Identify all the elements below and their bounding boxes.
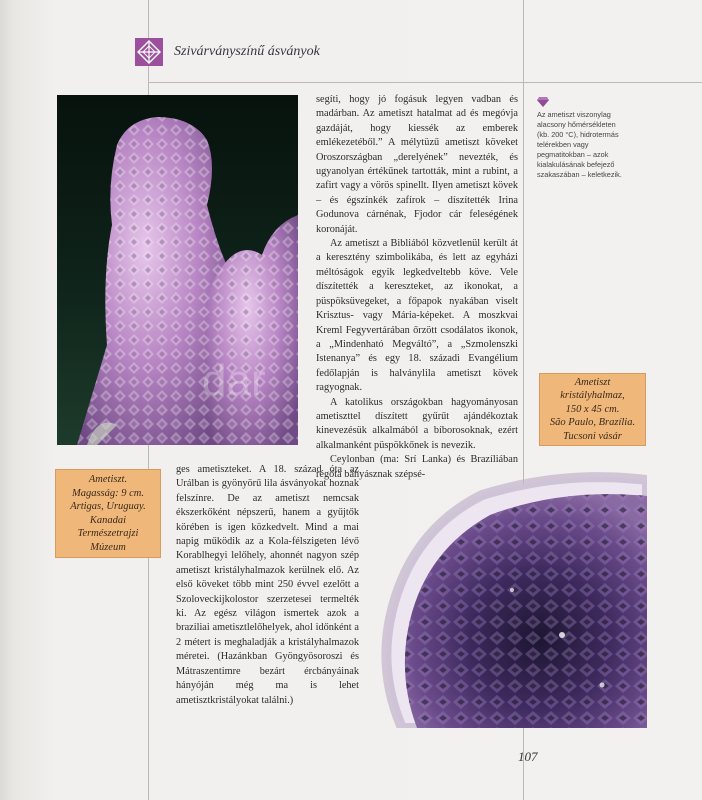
caption-line: Kanadai Természetrajzi xyxy=(77,514,139,539)
amethyst-geode-photo xyxy=(362,470,647,728)
paragraph: A katolikus országokban hagyományosan ametiszttel díszített gyűrűt ajándékoztak kinevezésük alkalmából a bíborosoknak, ezért alkalmanként püspökkőnek is nevezik. xyxy=(316,396,518,451)
amethyst-crystal-photo xyxy=(57,95,298,445)
text-column-left xyxy=(176,463,359,708)
paragraph: segíti, hogy jó fogásuk legyen vadban és madárban. Az ametiszt hatalmat ad és megóvja gazdáját, hogy kiessék az emberek emlékezetéből.” A mélytüzű ametiszt köveket Oroszországban „derelyének” nevezték, és ugyanolyan értékűnek tartották, mint a rubint, a zafirt vagy a vörös spinellt. Ilyen ametiszt kövek – és égszínkék zafírok – díszítették Irina Godunova cárnénak, Fjodor cár feleségének koronáját. xyxy=(316,94,518,235)
header-rule xyxy=(148,82,702,83)
chapter-logo-icon xyxy=(135,38,163,66)
caption-left xyxy=(55,469,161,558)
watermark: dar xyxy=(202,356,266,405)
caption-line: Ametiszt. xyxy=(88,474,128,485)
caption-line: Ametiszt kristályhalmaz, xyxy=(560,376,625,402)
paragraph: Ceylonban (ma: Srí Lanka) és Brazíliában régóta bányásznak szépsé- xyxy=(316,454,518,480)
caption-line: Magasság: 9 cm. xyxy=(71,487,145,499)
paragraph: Az ametiszt a Bibliából közvetlenül került át a keresztény szimbolikába, és lett az egyházi méltóságok egyik legkedveltebb köve. Vele díszítették a kereszteket, az ikonokat, a püspöksüvegeket, a főpapok nyakában viselt Krisztus- vagy Mária-képeket. A moszkvai Kreml Fegyvertárában őrzött csodálatos ikonok, a „Mindenható Megváltó”, a „Szmolenszki Istenanya” és egy 18. századi Evangélium fedőlapján is halványlila ametiszt kövek ragyognak. xyxy=(316,238,518,394)
gem-icon xyxy=(537,97,549,107)
text-column-right xyxy=(316,93,518,482)
sidebar-note: Az ametiszt viszonylag alacsony hőmérsékleten (kb. 200 °C), hidrotermás telérekben vagy pegmatitokban – azok kialakulásának befejező szakaszában – keletkezik. xyxy=(537,110,622,179)
page-header-title: Szivárványszínű ásványok xyxy=(174,44,320,59)
caption-line: Tucsoni vásár xyxy=(563,430,622,442)
caption-line: 150 x 45 cm. xyxy=(565,403,620,415)
page-number: 107 xyxy=(518,749,538,764)
caption-right xyxy=(539,373,646,446)
paragraph: ges ametiszteket. A 18. század óta az Urálban is gyönyörű lila ásványokat hoznak felszínre. De az ametiszt nemcsak ékszerkőként népszerű, hanem a gyűjtők körében is igen közkedvelt. Mind a mai napig működik az a Kola-félszigeten lévő Korablhegyi lelőhely, ahonnét nagyon szép ametiszt kristályhalmazok kerülnek elő. Az első köveket több mint 250 évvel ezelőtt a Szoloveckijkolostor szerzetesei termelték ki. Az egész világon ismertek azok a braziliai ametisztlelőhelyek, ahol időnként a 2 métert is meghaladják a kristályhalmazok méretei. (Hazánkban Gyöngyösoroszi és Mátraszentimre bezárt ércbányáinak hányóján még ma is lehet ametisztkristályokat találni.) xyxy=(176,464,359,706)
caption-line: Artigas, Uruguay. xyxy=(70,501,146,512)
caption-line: São Paulo, Brazília. xyxy=(549,417,636,429)
caption-line: Múzeum xyxy=(90,541,126,553)
